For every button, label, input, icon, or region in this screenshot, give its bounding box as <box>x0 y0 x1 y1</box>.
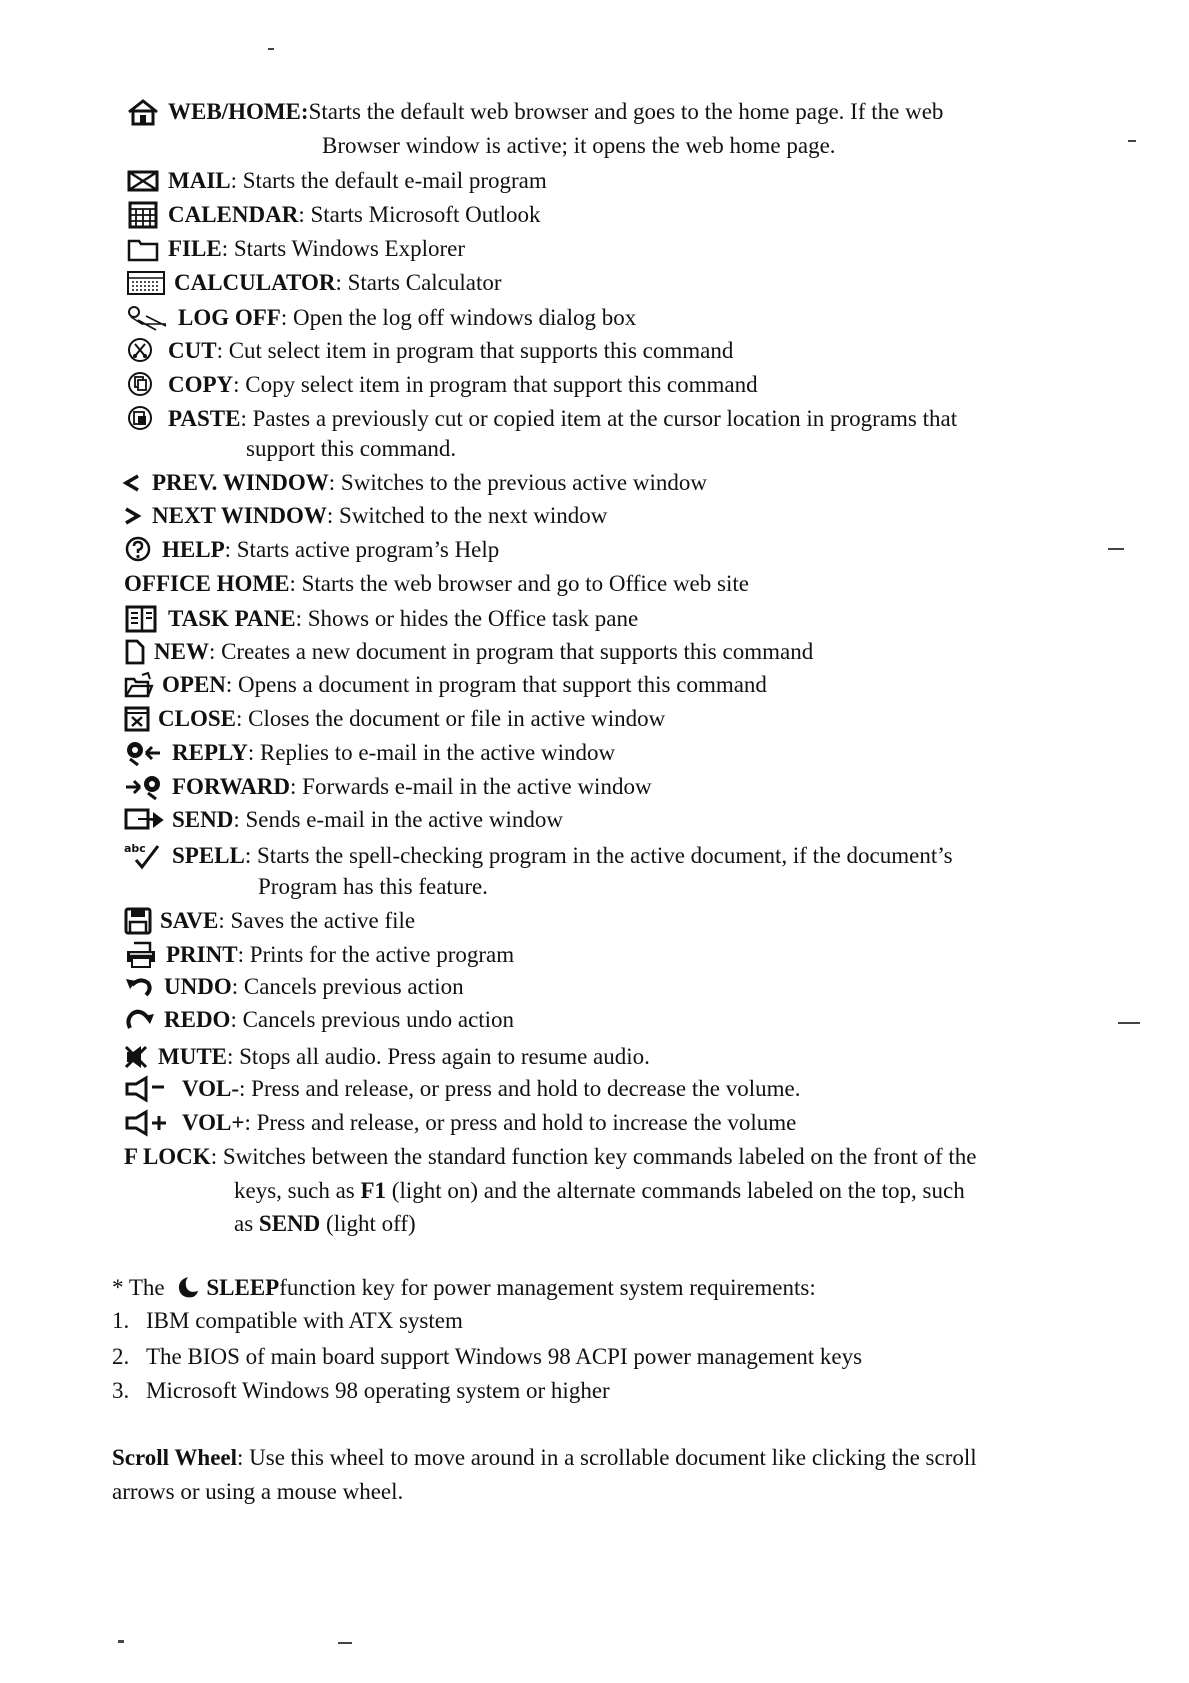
key-item-forward <box>124 772 652 802</box>
key-description: : Replies to e-mail in the active window <box>247 740 616 765</box>
key-label: CALCULATOR <box>174 270 336 295</box>
list-text: IBM compatible with ATX system <box>146 1308 463 1333</box>
undo-icon <box>124 973 156 1001</box>
volume-up-icon <box>124 1109 172 1137</box>
list-text: Microsoft Windows 98 operating system or higher <box>146 1378 610 1403</box>
key-description: : Starts the default e-mail program <box>230 168 547 193</box>
key-item-spell <box>124 841 953 871</box>
sleep-key-label: SLEEP <box>206 1275 280 1300</box>
scroll-wheel-paragraph <box>112 1443 977 1473</box>
key-description: : Pastes a previously cut or copied item at the cursor location in programs that <box>240 406 958 431</box>
save-icon <box>124 907 152 935</box>
key-label: COPY <box>168 372 234 397</box>
key-item-calculator <box>126 268 502 298</box>
key-item-office-home <box>124 569 749 599</box>
sleep-requirements-heading <box>112 1273 816 1303</box>
key-description: : Open the log off windows dialog box <box>280 305 637 330</box>
open-folder-icon <box>124 671 154 699</box>
key-label: WEB/HOME: <box>168 99 309 124</box>
key-description: : Sends e-mail in the active window <box>233 807 563 832</box>
key-label: PASTE <box>168 406 241 431</box>
scan-speck <box>1108 548 1124 550</box>
key-label: SAVE <box>160 908 219 933</box>
key-item-open <box>124 670 767 700</box>
key-description: : Opens a document in program that support this command <box>225 672 767 697</box>
key-item-log-off <box>126 303 636 333</box>
home-icon <box>126 98 160 126</box>
key-label: VOL- <box>182 1076 240 1101</box>
paste-icon <box>126 405 160 433</box>
list-number: 2. <box>112 1344 130 1369</box>
send-key-name: SEND <box>258 1211 321 1236</box>
reply-icon <box>124 739 164 767</box>
folder-icon <box>126 235 160 263</box>
key-description: : Press and release, or press and hold to decrease the volume. <box>239 1076 801 1101</box>
key-item-close <box>124 704 665 734</box>
key-label: F LOCK <box>124 1144 211 1169</box>
f1-key-name: F1 <box>360 1178 387 1203</box>
key-item-next-window <box>120 501 607 531</box>
key-label: NEW <box>154 639 209 664</box>
close-icon <box>124 705 150 733</box>
key-description-continued: Program has this feature. <box>258 874 488 899</box>
volume-down-icon <box>124 1075 172 1103</box>
key-item-mail <box>126 166 547 196</box>
key-item-send <box>124 805 563 835</box>
key-description: : Starts Windows Explorer <box>221 236 466 261</box>
key-label: LOG OFF <box>178 305 281 330</box>
help-icon <box>124 536 154 564</box>
calculator-icon <box>126 269 166 297</box>
key-label: NEXT WINDOW <box>152 503 327 528</box>
moon-icon <box>174 1274 200 1302</box>
key-description: Starts the default web browser and goes to the home page. If the web <box>308 99 944 124</box>
key-description-continued: Browser window is active; it opens the web home page. <box>322 133 836 158</box>
text-segment: (light on) and the alternate commands labeled on the top, such <box>386 1178 965 1203</box>
new-document-icon <box>124 638 146 666</box>
key-description: : Closes the document or file in active window <box>235 706 666 731</box>
key-label: TASK PANE <box>168 606 296 631</box>
mute-icon <box>124 1043 150 1071</box>
key-item-file <box>126 234 465 264</box>
key-description-continued <box>234 1176 965 1206</box>
key-description: : Press and release, or press and hold to increase the volume <box>244 1110 797 1135</box>
text-segment: (light off) <box>320 1211 416 1236</box>
key-item-mute <box>124 1042 650 1072</box>
key-description: : Creates a new document in program that supports this command <box>208 639 814 664</box>
copy-icon <box>126 371 160 399</box>
send-icon <box>124 806 164 834</box>
key-description: : Stops all audio. Press again to resume audio. <box>227 1044 650 1069</box>
scan-speck <box>118 1640 124 1643</box>
key-item-undo <box>124 972 464 1002</box>
key-label: REPLY <box>172 740 248 765</box>
key-label: SPELL <box>172 843 245 868</box>
key-item-volume-up <box>124 1108 796 1138</box>
print-icon <box>124 941 158 969</box>
log-off-icon <box>126 304 170 332</box>
key-item-f-lock <box>124 1142 977 1172</box>
text-segment: : Use this wheel to move around in a scrollable document like clicking the scroll <box>237 1445 977 1470</box>
key-label: SEND <box>172 807 234 832</box>
key-label: FILE <box>168 236 222 261</box>
scan-speck <box>1118 1022 1140 1024</box>
key-description: : Switched to the next window <box>326 503 608 528</box>
key-description: : Starts active program’s Help <box>224 537 500 562</box>
key-item-redo <box>124 1005 514 1035</box>
key-label: HELP <box>162 537 225 562</box>
key-item-new <box>124 637 813 667</box>
key-label: MUTE <box>158 1044 227 1069</box>
key-description: : Prints for the active program <box>237 942 515 967</box>
forward-icon <box>124 773 164 801</box>
key-label: FORWARD <box>172 774 291 799</box>
redo-icon <box>124 1006 156 1034</box>
text-segment: as <box>234 1211 259 1236</box>
scan-speck <box>268 48 274 50</box>
scan-speck <box>1128 140 1136 142</box>
list-text: The BIOS of main board support Windows 98 ACPI power management keys <box>146 1344 863 1369</box>
list-item <box>112 1376 610 1406</box>
key-item-copy <box>126 370 758 400</box>
scroll-wheel-label: Scroll Wheel <box>112 1445 238 1470</box>
key-item-paste <box>126 404 957 434</box>
list-number: 3. <box>112 1378 130 1403</box>
list-number: 1. <box>112 1308 130 1333</box>
key-label: UNDO <box>164 974 232 999</box>
scroll-wheel-paragraph-continued: arrows or using a mouse wheel. <box>112 1479 404 1504</box>
key-item-volume-down <box>124 1074 800 1104</box>
key-label: PREV. WINDOW <box>152 470 329 495</box>
key-description: : Copy select item in program that support this command <box>233 372 758 397</box>
key-description: : Starts the web browser and go to Office web site <box>289 571 749 596</box>
key-item-save <box>124 906 415 936</box>
key-description: : Starts Calculator <box>335 270 502 295</box>
key-item-cut <box>126 336 733 366</box>
key-label: MAIL <box>168 168 231 193</box>
key-description: : Switches to the previous active window <box>328 470 707 495</box>
key-description: : Starts Microsoft Outlook <box>298 202 541 227</box>
key-label: REDO <box>164 1007 231 1032</box>
key-description: : Cut select item in program that supports this command <box>216 338 734 363</box>
scissors-icon <box>126 337 160 365</box>
key-item-reply <box>124 738 615 768</box>
task-pane-icon <box>124 605 158 633</box>
svg-text:abc: abc <box>124 842 146 855</box>
key-label: CUT <box>168 338 217 363</box>
key-description-continued <box>234 1209 416 1239</box>
list-item <box>112 1342 862 1372</box>
text-segment: * The <box>112 1275 171 1300</box>
chevron-left-icon <box>120 469 144 497</box>
spell-check-icon <box>124 842 164 870</box>
key-description: : Cancels previous action <box>231 974 464 999</box>
calendar-icon <box>126 201 160 229</box>
key-label: PRINT <box>166 942 238 967</box>
key-item-task-pane <box>124 604 638 634</box>
key-label: OFFICE HOME <box>124 571 290 596</box>
key-description: : Switches between the standard function key commands labeled on the front of the <box>210 1144 977 1169</box>
key-item-prev-window <box>120 468 707 498</box>
key-label: CALENDAR <box>168 202 299 227</box>
key-label: OPEN <box>162 672 226 697</box>
list-item <box>112 1306 463 1336</box>
key-description-continued: support this command. <box>246 436 457 461</box>
key-item-help <box>124 535 499 565</box>
text-segment: keys, such as <box>234 1178 361 1203</box>
key-description: : Cancels previous undo action <box>230 1007 515 1032</box>
key-description: : Starts the spell-checking program in the active document, if the document’s <box>244 843 953 868</box>
key-description: : Saves the active file <box>218 908 416 933</box>
key-label: CLOSE <box>158 706 236 731</box>
key-description: : Forwards e-mail in the active window <box>290 774 652 799</box>
mail-icon <box>126 167 160 195</box>
key-label: VOL+ <box>182 1110 245 1135</box>
chevron-right-icon <box>120 502 144 530</box>
key-item-calendar <box>126 200 540 230</box>
scan-speck <box>338 1642 352 1644</box>
key-description: : Shows or hides the Office task pane <box>295 606 639 631</box>
key-item-print <box>124 940 514 970</box>
key-item-web-home <box>126 97 943 127</box>
text-segment: function key for power management system requirements: <box>279 1275 816 1300</box>
